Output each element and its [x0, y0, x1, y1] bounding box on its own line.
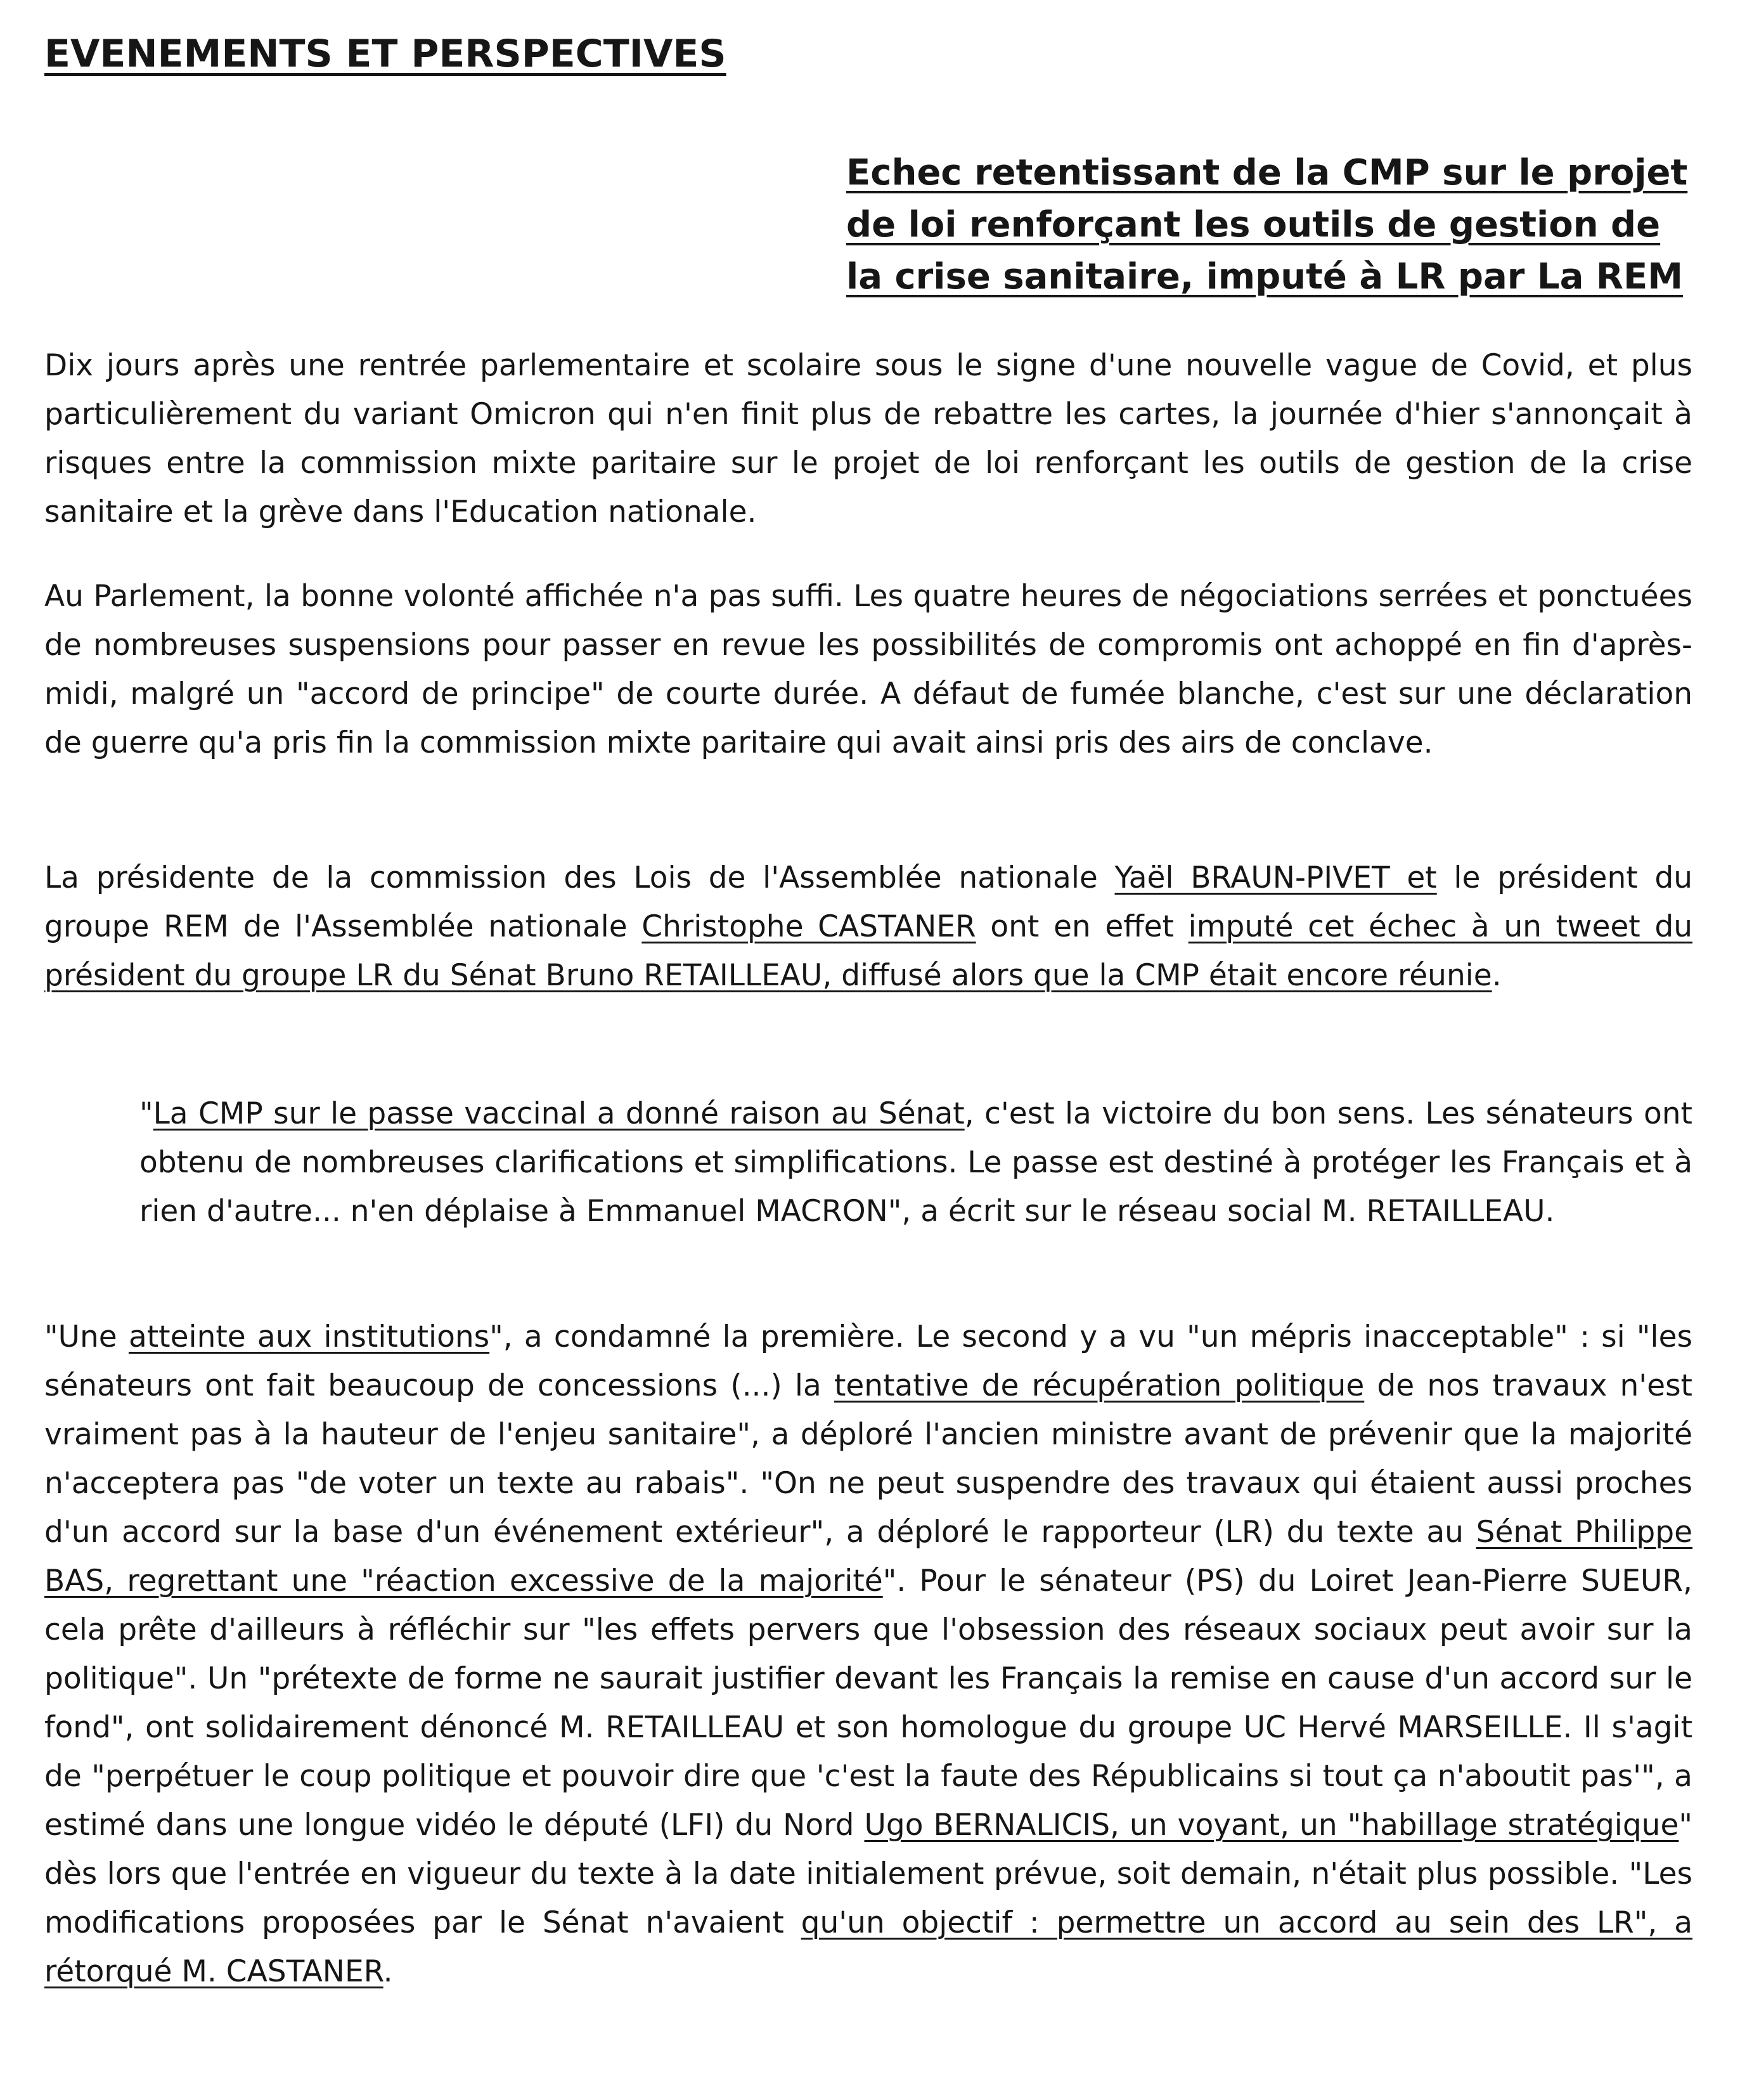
quote-text-2: , c'est la victoire du bon sens. Les sénateurs ont obtenu de nombreuses clarifications et simplifications. Le passe est destiné à protéger les Français et à rien d'autre... n'en déplaise à Emmanuel MACRON", a écrit sur le réseau social M. RETAILLEAU. [139, 1096, 1692, 1229]
paragraph-4-text-1: "Une [44, 1319, 129, 1354]
paragraph-3-text-4: . [1492, 958, 1502, 993]
paragraph-4-text-3: de nos travaux n'est vraiment pas à la hauteur de l'enjeu sanitaire", a déploré l'ancien ministre avant de prévenir que la majorité n'acceptera pas "de voter un texte au rabais". "On ne peut suspendre des travaux qui étaient aussi proches d'un accord sur la base d'un événement extérieur", a déploré le rapporteur (LR) du texte au [44, 1368, 1692, 1550]
block-quote [139, 1089, 1692, 1236]
paragraph-3-text-1: La présidente de la commission des Lois de l'Assemblée nationale [44, 860, 1115, 895]
underline-accord-lr: qu'un objectif : permettre un accord au sein des LR", a rétorqué M. CASTANER [44, 1905, 1692, 1989]
underline-tweet-retailleau: imputé cet échec à un tweet du président du groupe LR du Sénat Bruno RETAILLEAU, diffusé alors que la CMP était encore réunie [44, 909, 1693, 993]
underline-recuperation-politique: tentative de récupération politique [834, 1368, 1365, 1403]
paragraph-4-text-6: . [383, 1954, 393, 1989]
underline-atteinte-institutions: atteinte aux institutions [128, 1319, 490, 1354]
paragraph-4-text-4: ". Pour le sénateur (PS) du Loiret Jean-Pierre SUEUR, cela prête d'ailleurs à réfléchir sur "les effets pervers que l'obsession des réseaux sociaux peut avoir sur la politique". Un "prétexte de forme ne saurait justifier devant les Français la remise en cause d'un accord sur le fond", ont solidairement dénoncé M. RETAILLEAU et son homologue du groupe UC Hervé MARSEILLE. Il s'agit de "perpétuer le coup politique et pouvoir dire que 'c'est la faute des Républicains si tout ça n'aboutit pas'", a estimé dans une longue vidéo le député (LFI) du Nord [44, 1564, 1692, 1843]
underline-senat-bas: Sénat Philippe BAS, regrettant une "réaction excessive de la majorité [44, 1515, 1692, 1598]
article-title [846, 147, 1708, 303]
underline-castaner: Christophe CASTANER [641, 909, 976, 944]
paragraph-4-text-2: ", a condamné la première. Le second y a vu "un mépris inacceptable" : si "les sénateurs ont fait beaucoup de concessions (...) la [44, 1319, 1692, 1403]
paragraph-4-text-5: " dès lors que l'entrée en vigueur du texte à la date initialement prévue, soit demain, n'était plus possible. "Les modifications proposées par le Sénat n'avaient [44, 1808, 1692, 1940]
paragraph-3-text-2: le président du groupe REM de l'Assemblée nationale [44, 860, 1692, 944]
article-title-text: Echec retentissant de la CMP sur le projet de loi renforçant les outils de gestion de la crise sanitaire, imputé à LR par La REM [846, 152, 1688, 297]
underline-cmp-passe-vaccinal: La CMP sur le passe vaccinal a donné raison au Sénat [153, 1096, 965, 1131]
paragraph-4 [44, 1312, 1692, 1996]
paragraph-1: Dix jours après une rentrée parlementaire et scolaire sous le signe d'une nouvelle vague de Covid, et plus particulièrement du variant Omicron qui n'en finit plus de rebattre les cartes, la journée d'hier s'annonçait à risques entre la commission mixte paritaire sur le projet de loi renforçant les outils de gestion de la crise sanitaire et la grève dans l'Education nationale. [44, 348, 1692, 529]
quote-text-1: " [139, 1096, 153, 1131]
paragraph-2: Au Parlement, la bonne volonté affichée n'a pas suffi. Les quatre heures de négociations serrées et ponctuées de nombreuses suspensions pour passer en revue les possibilités de compromis ont achoppé en fin d'après-midi, malgré un "accord de principe" de courte durée. A défaut de fumée blanche, c'est sur une déclaration de guerre qu'a pris fin la commission mixte paritaire qui avait ainsi pris des airs de conclave. [44, 579, 1692, 760]
paragraph-3-text-3: ont en effet [976, 909, 1189, 944]
underline-bernalicis: Ugo BERNALICIS, un voyant, un "habillage stratégique [864, 1808, 1679, 1843]
section-heading: EVENEMENTS ET PERSPECTIVES [44, 32, 726, 76]
paragraph-3 [44, 853, 1692, 1000]
underline-braun-pivet: Yaël BRAUN-PIVET et [1114, 860, 1437, 895]
